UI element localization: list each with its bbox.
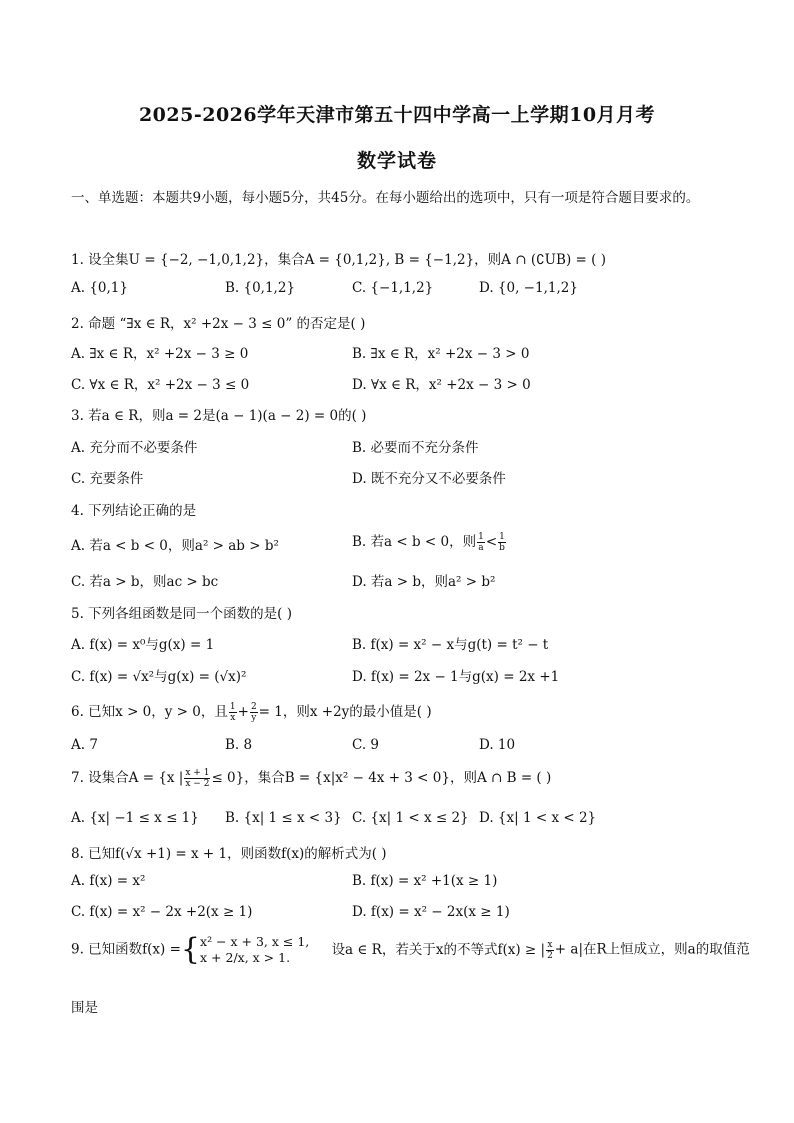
fraction-numerator: 1: [229, 702, 236, 712]
question-2-option-c: C. ∀x ∈ R，x² +2x − 3 ≤ 0: [71, 377, 250, 393]
question-6-option-d: D. 10: [479, 737, 516, 753]
fraction-denominator: x: [230, 713, 236, 723]
question-1-option-a: A. {0,1}: [71, 280, 128, 296]
question-3-option-d: D. 既不充分又不必要条件: [352, 471, 506, 487]
fraction: [184, 768, 210, 789]
less-than-sign: <: [485, 534, 498, 550]
question-7-stem-prefix: 7. 设集合A = {x |: [71, 770, 184, 786]
question-5-option-d: D. f(x) = 2x − 1与g(x) = 2x +1: [352, 669, 560, 685]
question-6-stem-prefix: 6. 已知x > 0，y > 0，且: [71, 704, 228, 720]
question-3-option-c: C. 充要条件: [71, 471, 144, 487]
section-header: 一、单选题：本题共9小题，每小题5分，共45分。在每小题给出的选项中，只有一项是符合题目要求的。: [71, 190, 700, 206]
question-1-option-c: C. {−1,1,2}: [352, 280, 434, 296]
question-8-option-b: B. f(x) = x² +1(x ≥ 1): [352, 873, 498, 889]
question-7-option-a: A. {x| −1 ≤ x ≤ 1}: [71, 810, 199, 826]
exam-title: 2025-2026学年天津市第五十四中学高一上学期10月月考: [138, 104, 656, 126]
question-6-option-c: C. 9: [352, 737, 380, 753]
question-3-option-a: A. 充分而不必要条件: [71, 440, 198, 456]
question-7-option-d: D. {x| 1 < x < 2}: [479, 810, 597, 826]
question-4-option-c: C. 若a > b，则ac > bc: [71, 574, 219, 590]
fraction: [498, 532, 506, 553]
fraction-denominator: y: [251, 713, 257, 723]
question-7-option-b: B. {x| 1 ≤ x < 3}: [225, 810, 342, 826]
question-2-option-a: A. ∃x ∈ R，x² +2x − 3 ≥ 0: [71, 346, 249, 362]
question-3-option-b: B. 必要而不充分条件: [352, 440, 479, 456]
fraction-numerator: 2: [250, 702, 257, 712]
question-4-option-a: A. 若a < b < 0，则a² > ab > b²: [71, 538, 279, 554]
fraction-numerator: x + 1: [185, 768, 210, 778]
question-7-stem-suffix: ≤ 0}，集合B = {x|x² − 4x + 3 < 0}，则A ∩ B = ( ): [211, 770, 552, 786]
piecewise-case-1: x² − x + 3, x ≤ 1,: [200, 934, 310, 949]
fraction-denominator: 2: [547, 950, 553, 961]
fraction: [250, 702, 258, 723]
fraction-denominator: b: [499, 543, 505, 553]
fraction-numerator: x: [547, 939, 553, 950]
question-9-stem-prefix: 9. 已知函数f(x) =: [71, 941, 181, 958]
question-4-option-d: D. 若a > b，则a² > b²: [352, 574, 496, 590]
question-9-stem-suffix: + a|在R上恒成立，则a的取值范: [554, 941, 750, 958]
question-5-option-b: B. f(x) = x² − x与g(t) = t² − t: [352, 637, 549, 653]
question-4-option-b-prefix: B. 若a < b < 0，则: [352, 534, 477, 550]
fraction-numerator: 1: [478, 532, 484, 542]
question-6-option-a: A. 7: [71, 737, 98, 753]
fraction-denominator: x − 2: [185, 779, 210, 789]
fraction-numerator: 1: [499, 532, 505, 542]
question-4-option-b: [352, 530, 507, 553]
question-6-stem: [71, 700, 432, 723]
question-5-stem: 5. 下列各组函数是同一个函数的是( ): [71, 606, 292, 622]
question-8-option-d: D. f(x) = x² − 2x(x ≥ 1): [352, 904, 510, 920]
question-9-stem: [71, 934, 750, 966]
question-8-option-c: C. f(x) = x² − 2x +2(x ≥ 1): [71, 904, 253, 920]
question-7-stem: [71, 766, 551, 789]
question-1-option-d: D. {0, −1,1,2}: [479, 280, 578, 296]
question-1-stem: 1. 设全集U = {−2, −1,0,1,2}，集合A = {0,1,2}, B = {−1,2}，则A ∩ (∁UB) = ( ): [71, 252, 606, 268]
question-5-option-c: C. f(x) = √x²与g(x) = (√x)²: [71, 669, 247, 685]
piecewise-brace-icon: {: [180, 932, 201, 967]
question-5-option-a: A. f(x) = x⁰与g(x) = 1: [71, 637, 215, 653]
fraction: [477, 532, 485, 553]
question-4-stem: 4. 下列结论正确的是: [71, 503, 197, 519]
question-7-option-c: C. {x| 1 < x ≤ 2}: [352, 810, 469, 826]
question-6-option-b: B. 8: [225, 737, 253, 753]
piecewise-function: [200, 934, 309, 966]
question-9-continuation: 围是: [71, 1000, 98, 1016]
question-2-option-b: B. ∃x ∈ R，x² +2x − 3 > 0: [352, 346, 530, 362]
fraction: [229, 702, 237, 723]
plus-sign: +: [237, 704, 249, 720]
question-3-stem: 3. 若a ∈ R，则a = 2是(a − 1)(a − 2) = 0的( ): [71, 408, 367, 424]
question-8-option-a: A. f(x) = x²: [71, 873, 146, 889]
fraction-denominator: a: [478, 543, 484, 553]
question-2-option-d: D. ∀x ∈ R，x² +2x − 3 > 0: [352, 377, 531, 393]
question-1-option-b: B. {0,1,2}: [225, 280, 296, 296]
question-6-stem-suffix: = 1，则x +2y的最小值是( ): [258, 704, 432, 720]
question-2-stem: 2. 命题 “∃x ∈ R，x² +2x − 3 ≤ 0” 的否定是( ): [71, 316, 366, 332]
fraction: [546, 940, 554, 961]
question-9-stem-mid: 设a ∈ R，若关于x的不等式f(x) ≥ |: [331, 941, 546, 958]
exam-subtitle: 数学试卷: [356, 150, 437, 172]
question-8-stem: 8. 已知f(√x +1) = x + 1，则函数f(x)的解析式为( ): [71, 846, 387, 862]
piecewise-case-2: x + 2/x, x > 1.: [200, 950, 291, 965]
